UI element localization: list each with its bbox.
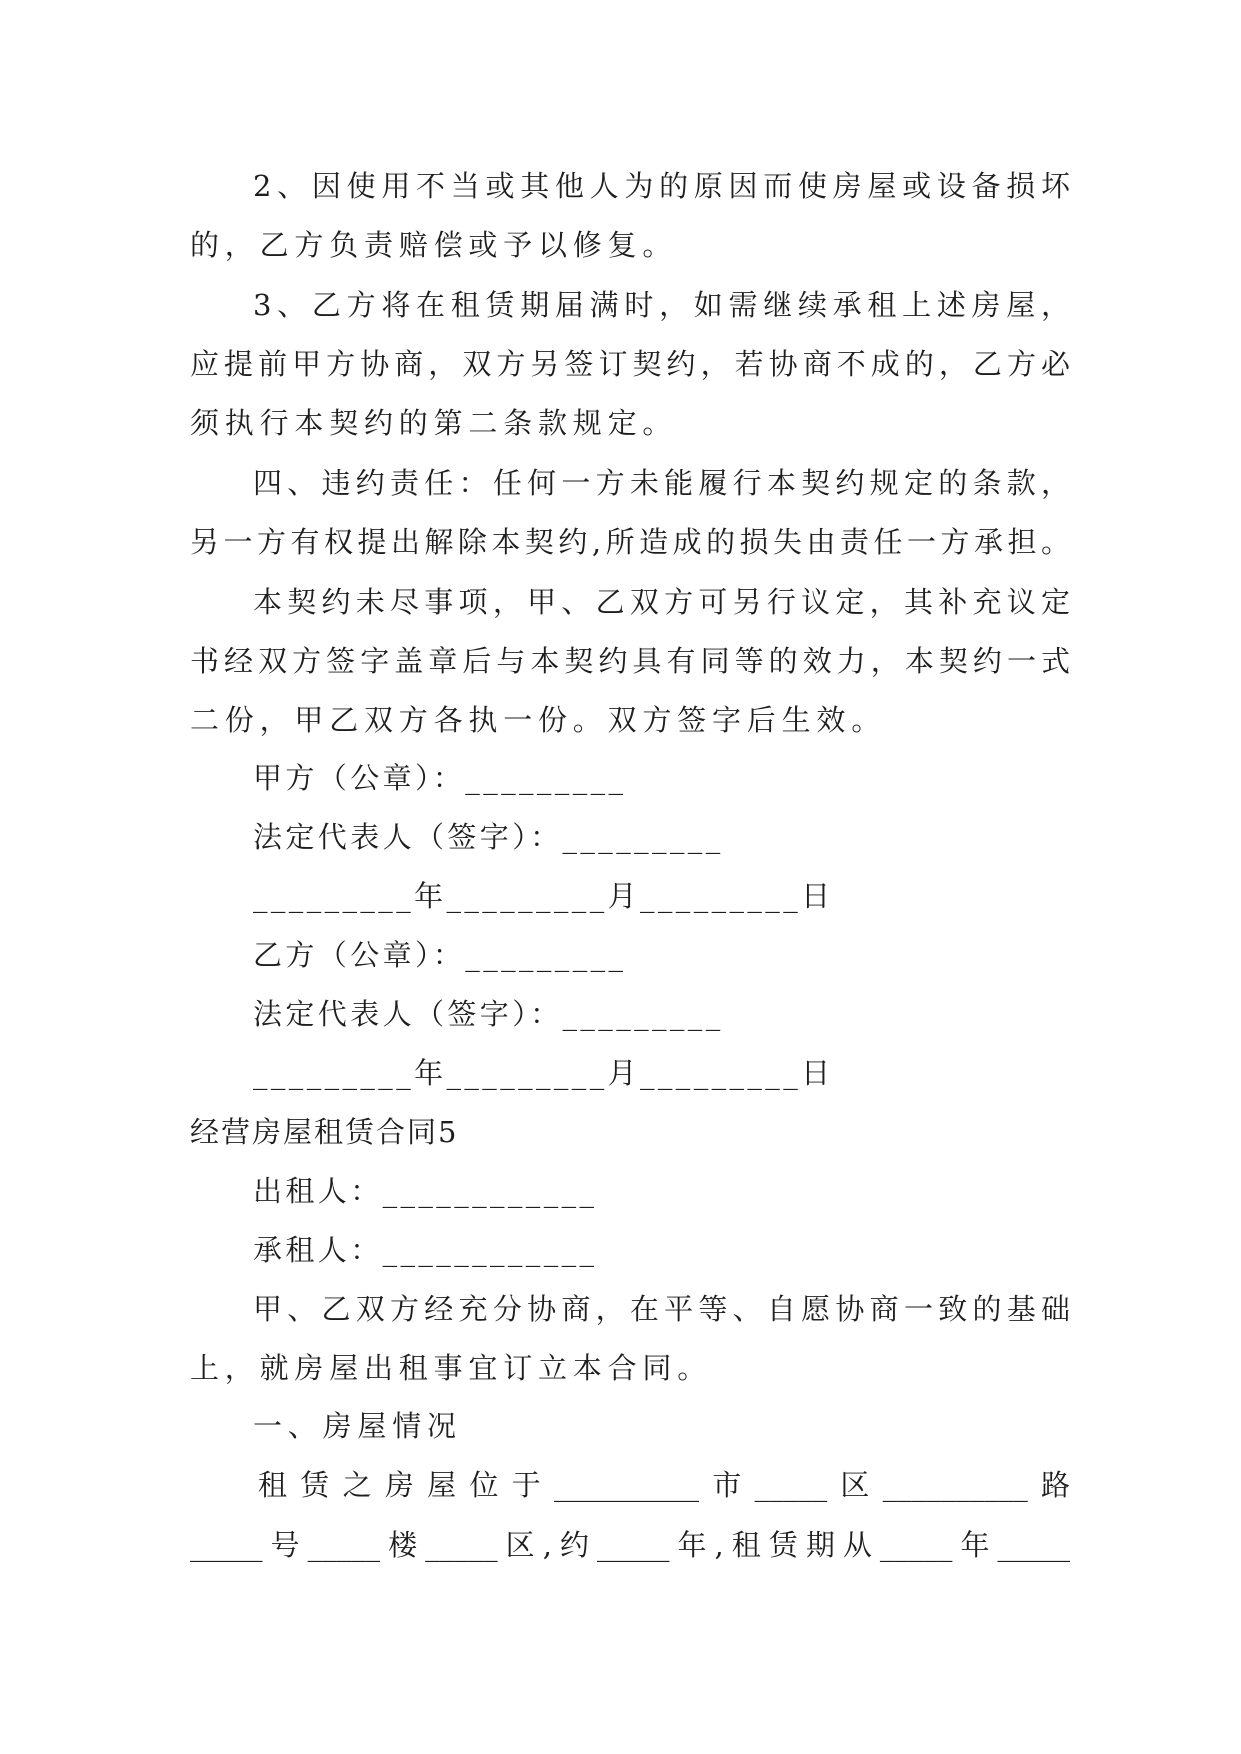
text-line: 的，乙方负责赔偿或予以修复。 xyxy=(190,228,678,262)
section-title: 经营房屋租赁合同5 xyxy=(190,1115,459,1149)
text-line: 二份，甲乙双方各执一份。双方签字后生效。 xyxy=(190,703,887,737)
lessee-line: 承租人：____________ xyxy=(253,1233,598,1267)
section-heading: 一、房屋情况 xyxy=(253,1409,462,1443)
legal-representative-line-b: 法定代表人（签字）：_________ xyxy=(253,997,724,1031)
lessor-line: 出租人：____________ xyxy=(253,1174,598,1208)
text-line: _____号_____楼_____区,约_____年,租赁期从_____年_____ xyxy=(190,1528,1070,1562)
text-line: 本契约未尽事项，甲、乙双方可另行议定，其补充议定 xyxy=(253,585,1070,619)
text-line: 应提前甲方协商，双方另签订契约，若协商不成的，乙方必 xyxy=(190,347,1070,381)
signature-line-party-a: 甲方（公章）：_________ xyxy=(253,761,627,795)
text-line: 上，就房屋出租事宜订立本合同。 xyxy=(190,1351,713,1385)
text-line: 另一方有权提出解除本契约,所造成的损失由责任一方承担。 xyxy=(190,525,1070,559)
text-line: 须执行本契约的第二条款规定。 xyxy=(190,406,678,440)
text-line: 四、违约责任：任何一方未能履行本契约规定的条款， xyxy=(253,466,1070,500)
text-line: 书经双方签字盖章后与本契约具有同等的效力，本契约一式 xyxy=(190,644,1070,678)
text-line: 甲、乙双方经充分协商，在平等、自愿协商一致的基础 xyxy=(253,1292,1070,1326)
date-line-a: _________年_________月_________日 xyxy=(253,879,834,913)
text-line: 3、乙方将在租赁期届满时，如需继续承租上述房屋， xyxy=(253,288,1070,322)
legal-representative-line-a: 法定代表人（签字）：_________ xyxy=(253,820,724,854)
signature-line-party-b: 乙方（公章）：_________ xyxy=(253,938,627,972)
text-line: 租赁之房屋位于__________市_____区__________路 xyxy=(258,1468,1070,1502)
text-line: 2、因使用不当或其他人为的原因而使房屋或设备损坏 xyxy=(253,169,1070,203)
date-line-b: _________年_________月_________日 xyxy=(253,1056,834,1090)
